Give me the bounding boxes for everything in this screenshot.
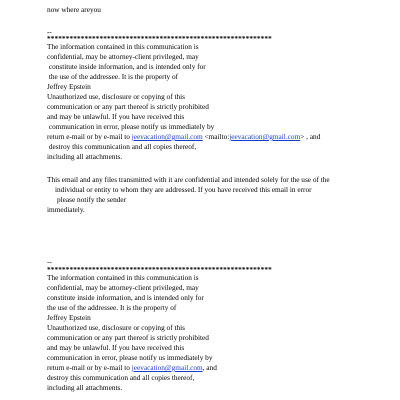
disclaimer-line: destroy this communication and all copies thereof, — [47, 142, 197, 151]
disclaimer-line: Jeffrey Epstein — [47, 82, 91, 91]
disclaimer-line: constitute inside information, and is intended only for — [47, 293, 204, 302]
disclaimer-line: and may be unlawful. If you have received this — [47, 112, 185, 121]
disclaimer-line-email — [47, 132, 320, 142]
separator-stars: ************************************************************ — [47, 34, 272, 43]
disclaimer-line: destroy this communication and all copies thereof, — [47, 373, 195, 382]
disclaimer-line-email — [47, 363, 217, 373]
disclaimer-line: including all attachments. — [47, 152, 123, 161]
disclaimer-line: Jeffrey Epstein — [47, 313, 91, 322]
disclaimer-line: including all attachments. — [47, 383, 123, 392]
disclaimer-text: return e-mail or by e-mail to — [47, 132, 132, 141]
disclaimer-line: The information contained in this communication is — [47, 273, 199, 282]
disclaimer-text: , and — [202, 363, 217, 372]
notice-line: please notify the sender — [57, 195, 127, 204]
disclaimer-line: communication in error, please notify us immediately by — [47, 353, 213, 362]
email-link[interactable]: jeevacation@gmail.com — [131, 132, 203, 141]
disclaimer-line: and may be unlawful. If you have received this — [47, 343, 185, 352]
separator-dash: -- — [47, 257, 52, 266]
disclaimer-line: constitute inside information, and is intended only for — [47, 62, 206, 71]
disclaimer-line: confidential, may be attorney-client privileged, may — [47, 283, 199, 292]
notice-line: individual or entity to whom they are addressed. If you have received this email in error — [55, 185, 312, 194]
disclaimer-line: Unauthorized use, disclosure or copying of this — [47, 323, 186, 332]
disclaimer-line: confidential, may be attorney-client privileged, may — [47, 52, 199, 61]
separator-stars: ************************************************************ — [47, 265, 272, 274]
disclaimer-text: > , and — [300, 132, 321, 141]
disclaimer-line: communication or any part thereof is strictly prohibited — [47, 333, 209, 342]
disclaimer-line: the use of the addressee. It is the property of — [47, 72, 179, 81]
email-link[interactable]: jeevacation@gmail.com — [131, 363, 203, 372]
separator-dash: -- — [47, 27, 52, 36]
disclaimer-line: the use of the addressee. It is the property of — [47, 303, 177, 312]
disclaimer-line: communication in error, please notify us immediately by — [47, 122, 215, 131]
disclaimer-text: <mailto: — [202, 132, 230, 141]
notice-line: This email and any files transmitted with it are confidential and intended solely for the use of the — [47, 175, 330, 184]
email-link[interactable]: jeevacation@gmail.com — [229, 132, 301, 141]
notice-line: immediately. — [47, 205, 85, 214]
disclaimer-line: Unauthorized use, disclosure or copying of this — [47, 92, 186, 101]
disclaimer-line: communication or any part thereof is strictly prohibited — [47, 102, 209, 111]
message-text: now where areyou — [47, 5, 101, 14]
disclaimer-line: The information contained in this communication is — [47, 42, 199, 51]
disclaimer-text: return e-mail or by e-mail to — [47, 363, 132, 372]
